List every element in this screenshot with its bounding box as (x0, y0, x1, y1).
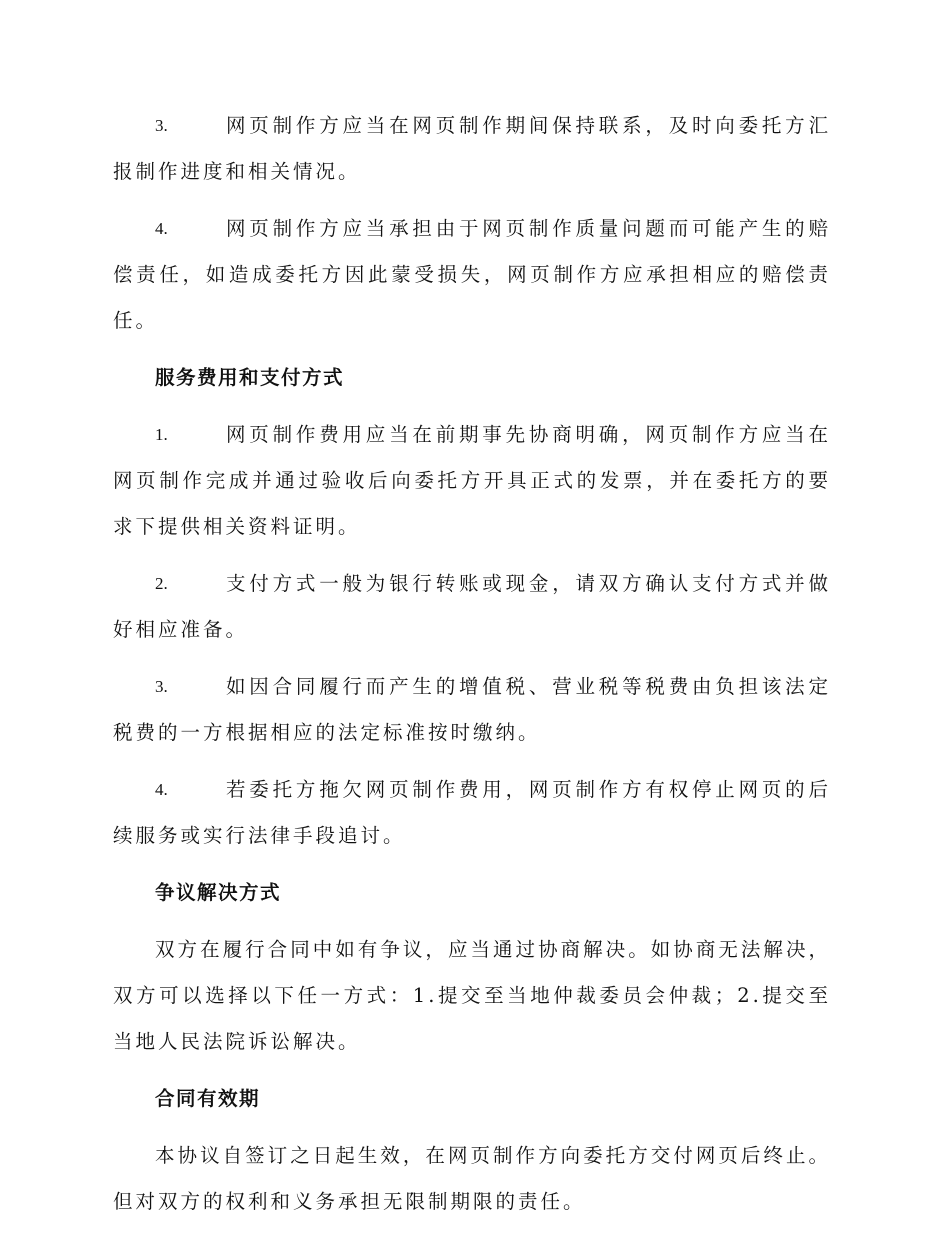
section-heading-validity: 合同有效期 (155, 1087, 261, 1110)
list-item (113, 103, 831, 195)
list-item (113, 561, 831, 653)
section-heading-dispute: 争议解决方式 (155, 881, 282, 904)
paragraph-dispute: 双方在履行合同中如有争议，应当通过协商解决。如协商无法解决，双方可以选择以下任一方式：1.提交至当地仲裁委员会仲裁；2.提交至当地人民法院诉讼解决。 (113, 938, 831, 1053)
section-heading-fees: 服务费用和支付方式 (155, 366, 345, 389)
item-number: 4. (155, 780, 168, 799)
document-body (113, 103, 831, 1236)
item-text: 若委托方拖欠网页制作费用，网页制作方有权停止网页的后续服务或实行法律手段追讨。 (113, 778, 831, 847)
list-item (113, 767, 831, 859)
item-number: 2. (155, 574, 168, 593)
paragraph-validity: 本协议自签订之日起生效，在网页制作方向委托方交付网页后终止。但对双方的权利和义务承担无限制期限的责任。 (113, 1144, 831, 1213)
item-number: 3. (155, 677, 168, 696)
list-item (113, 206, 831, 344)
item-text: 网页制作费用应当在前期事先协商明确，网页制作方应当在网页制作完成并通过验收后向委托方开具正式的发票，并在委托方的要求下提供相关资料证明。 (113, 423, 831, 538)
item-text: 支付方式一般为银行转账或现金，请双方确认支付方式并做好相应准备。 (113, 572, 831, 641)
item-number: 1. (155, 425, 168, 444)
item-number: 4. (155, 219, 168, 238)
list-item (113, 412, 831, 550)
item-text: 网页制作方应当承担由于网页制作质量问题而可能产生的赔偿责任，如造成委托方因此蒙受损失，网页制作方应承担相应的赔偿责任。 (113, 217, 831, 332)
item-text: 网页制作方应当在网页制作期间保持联系，及时向委托方汇报制作进度和相关情况。 (113, 114, 831, 183)
item-text: 如因合同履行而产生的增值税、营业税等税费由负担该法定税费的一方根据相应的法定标准按时缴纳。 (113, 675, 831, 744)
item-number: 3. (155, 116, 168, 135)
list-item (113, 664, 831, 756)
